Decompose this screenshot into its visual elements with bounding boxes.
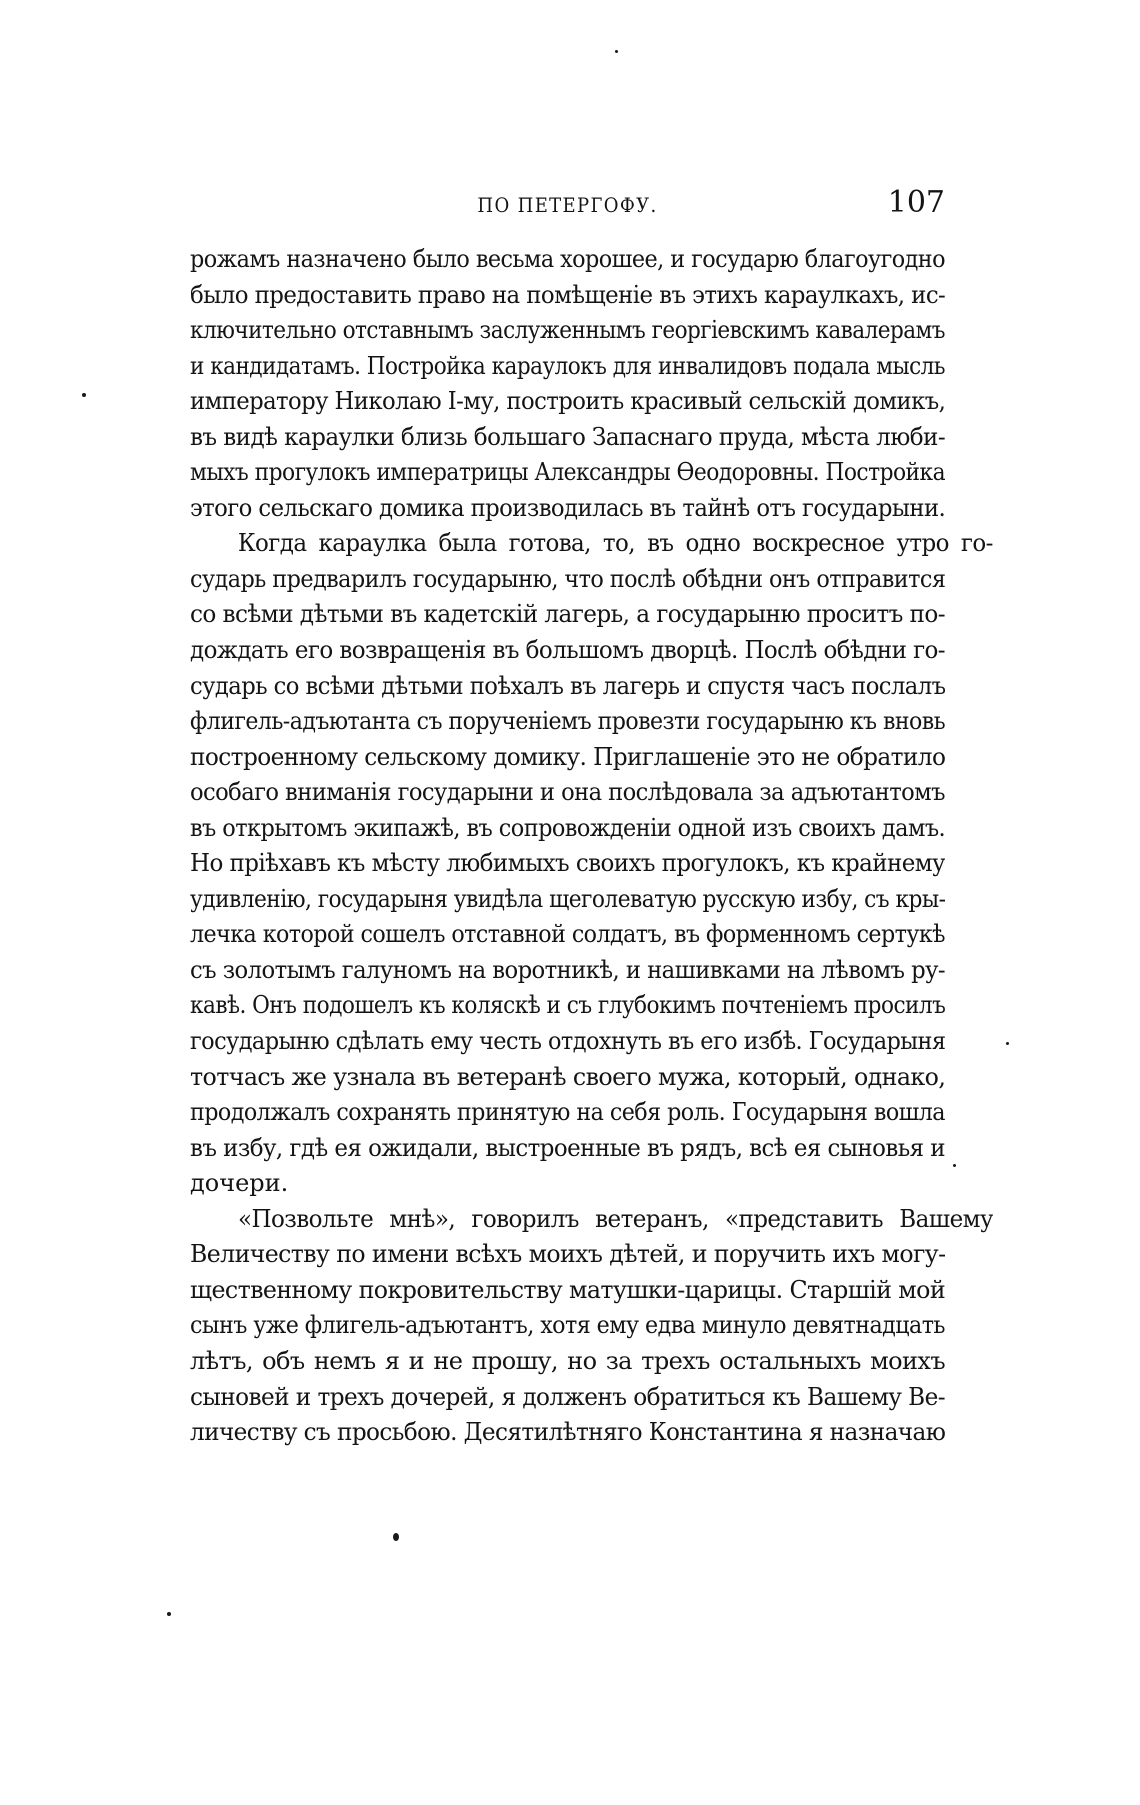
text-line: было предоставить право на помѣщенiе въ этихъ караулкахъ, ис-	[190, 280, 946, 309]
text-line: кавѣ. Онъ подошелъ къ коляскѣ и съ глубокимъ почтенiемъ просилъ	[190, 991, 946, 1020]
text-line: въ открытомъ экипажѣ, въ сопровожденiи одной изъ своихъ дамъ.	[190, 813, 946, 842]
text-line: личеству съ просьбою. Десятилѣтняго Константина я назначаю	[190, 1418, 945, 1447]
text-line: сударь предварилъ государыню, что послѣ обѣдни онъ отправится	[190, 564, 945, 593]
text-line: этого сельскаго домика производилась въ тайнѣ отъ государыни.	[190, 493, 945, 522]
text-line: императору Николаю I-му, построить красивый сельскiй домикъ,	[190, 387, 945, 416]
page-number: 107	[887, 185, 945, 220]
body-text	[190, 242, 993, 1451]
text-line: въ видѣ караулки близь большаго Запаснаго пруда, мѣста люби-	[190, 422, 946, 451]
text-line: сыновей и трехъ дочерей, я долженъ обратиться къ Вашему Ве-	[190, 1382, 946, 1411]
text-line: Величеству по имени всѣхъ моихъ дѣтей, и поручить ихъ могу-	[190, 1240, 946, 1269]
text-line: лечка которой сошелъ отставной солдатъ, въ форменномъ сертукѣ	[190, 920, 945, 949]
print-speck	[393, 1533, 399, 1541]
text-line: сударь со всѣми дѣтьми поѣхалъ въ лагерь и спустя часъ послалъ	[190, 671, 945, 700]
text-line: рожамъ назначено было весьма хорошее, и государю благоугодно	[190, 245, 945, 273]
text-line: флигель-адъютанта съ порученiемъ провезти государыню къ вновь	[190, 707, 945, 736]
print-speck	[82, 393, 86, 397]
text-line: продолжалъ сохранять принятую на себя роль. Государыня вошла	[190, 1098, 945, 1127]
text-line: съ золотымъ галуномъ на воротникѣ, и нашивками на лѣвомъ ру-	[190, 955, 945, 984]
text-line: построенному сельскому домику. Приглашенiе это не обратило	[190, 742, 945, 771]
text-line: щественному покровительству матушки-царицы. Старшiй мой	[190, 1275, 945, 1304]
text-line: сынъ уже флигель-адъютантъ, хотя ему едва минуло девятнадцать	[190, 1311, 945, 1340]
page-header	[190, 185, 945, 221]
running-head: ПО ПЕТЕРГОФУ.	[477, 193, 658, 217]
text-line: дождать его возвращенiя въ большомъ дворцѣ. Послѣ обѣдни го-	[190, 636, 945, 665]
text-line: удивленiю, государыня увидѣла щеголеватую русскую избу, съ кры-	[190, 884, 946, 913]
paragraph-start-line: «Позвольте мнѣ», говорилъ ветеранъ, «представить Вашему	[237, 1204, 993, 1233]
print-speck	[167, 1612, 171, 1616]
paragraph-start-line: Когда караулка была готова, то, въ одно воскресное утро го-	[237, 529, 993, 558]
text-line: въ избу, гдѣ ея ожидали, выстроенные въ рядъ, всѣ ея сыновья и	[190, 1133, 946, 1162]
text-line: Но прiѣхавъ къ мѣсту любимыхъ своихъ прогулокъ, къ крайнему	[190, 849, 945, 878]
text-line: мыхъ прогулокъ императрицы Александры Ѳеодоровны. Постройка	[190, 458, 946, 487]
text-line: ключительно отставнымъ заслуженнымъ георгiевскимъ кавалерамъ	[190, 316, 945, 345]
text-line: лѣтъ, объ немъ я и не прошу, но за трехъ остальныхъ моихъ	[190, 1346, 945, 1375]
text-line: со всѣми дѣтьми въ кадетскiй лагерь, а государыню проситъ по-	[190, 600, 945, 629]
paragraph-end-line: дочери.	[190, 1169, 289, 1198]
print-speck	[953, 1164, 956, 1167]
print-speck	[1006, 1042, 1009, 1045]
print-speck	[615, 50, 618, 53]
text-line: государыню сдѣлать ему честь отдохнуть въ его избѣ. Государыня	[190, 1027, 946, 1056]
text-line: тотчасъ же узнала въ ветеранѣ своего мужа, который, однако,	[190, 1062, 945, 1091]
text-line: особаго вниманiя государыни и она послѣдовала за адъютантомъ	[190, 778, 946, 807]
text-line: и кандидатамъ. Постройка караулокъ для инвалидовъ подала мысль	[190, 351, 945, 380]
